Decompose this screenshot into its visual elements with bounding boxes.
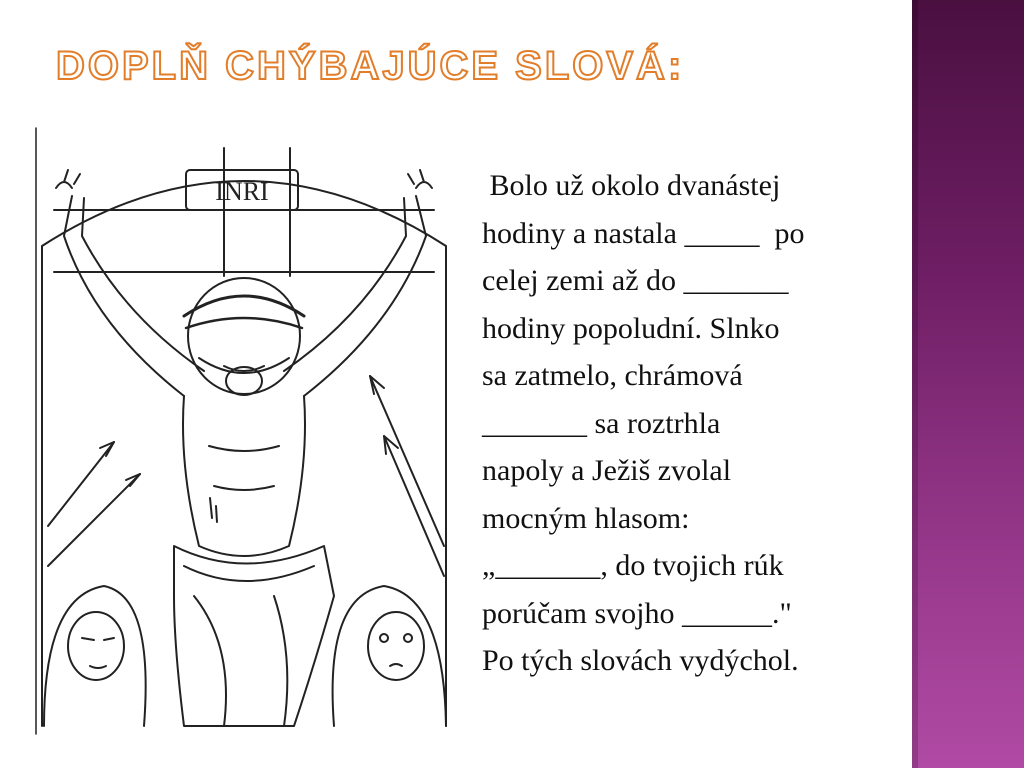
torso [183, 396, 305, 556]
mourning-woman-right [333, 586, 446, 726]
text-line: porúčam svojho ______." [482, 596, 792, 630]
right-arm [304, 196, 426, 396]
crucifixion-illustration [34, 126, 454, 738]
spear-right-1 [370, 376, 444, 546]
text-line: Po tých slovách vydýchol. [482, 644, 799, 677]
text-line: _______ sa roztrhla [482, 406, 721, 440]
right-hand [408, 170, 432, 188]
text-line: napoly a Ježiš zvolal [482, 454, 732, 487]
spear-right-2 [384, 436, 444, 576]
text-line: hodiny popoludní. Slnko [482, 311, 780, 345]
text-line: sa zatmelo, chrámová [482, 359, 743, 392]
fill-in-text [482, 162, 912, 685]
inri-sign-text: INRI [215, 177, 269, 206]
spear-left-2 [48, 474, 140, 566]
decorative-side-band [912, 0, 1024, 768]
mourning-woman-left [44, 586, 146, 726]
text-line: hodiny a nastala _____ po [482, 216, 805, 250]
crucifixion-drawing [34, 126, 454, 738]
text-line: mocným hlasom: [482, 501, 690, 535]
slide-title: DOPLŇ CHÝBAJÚCE SLOVÁ: [56, 44, 685, 88]
spear-left-1 [48, 442, 114, 526]
text-line: Bolo už okolo dvanástej [482, 169, 781, 202]
left-hand [56, 170, 80, 188]
text-line: „_______, do tvojich rúk [482, 549, 784, 582]
text-line: celej zemi až do _______ [482, 264, 789, 297]
